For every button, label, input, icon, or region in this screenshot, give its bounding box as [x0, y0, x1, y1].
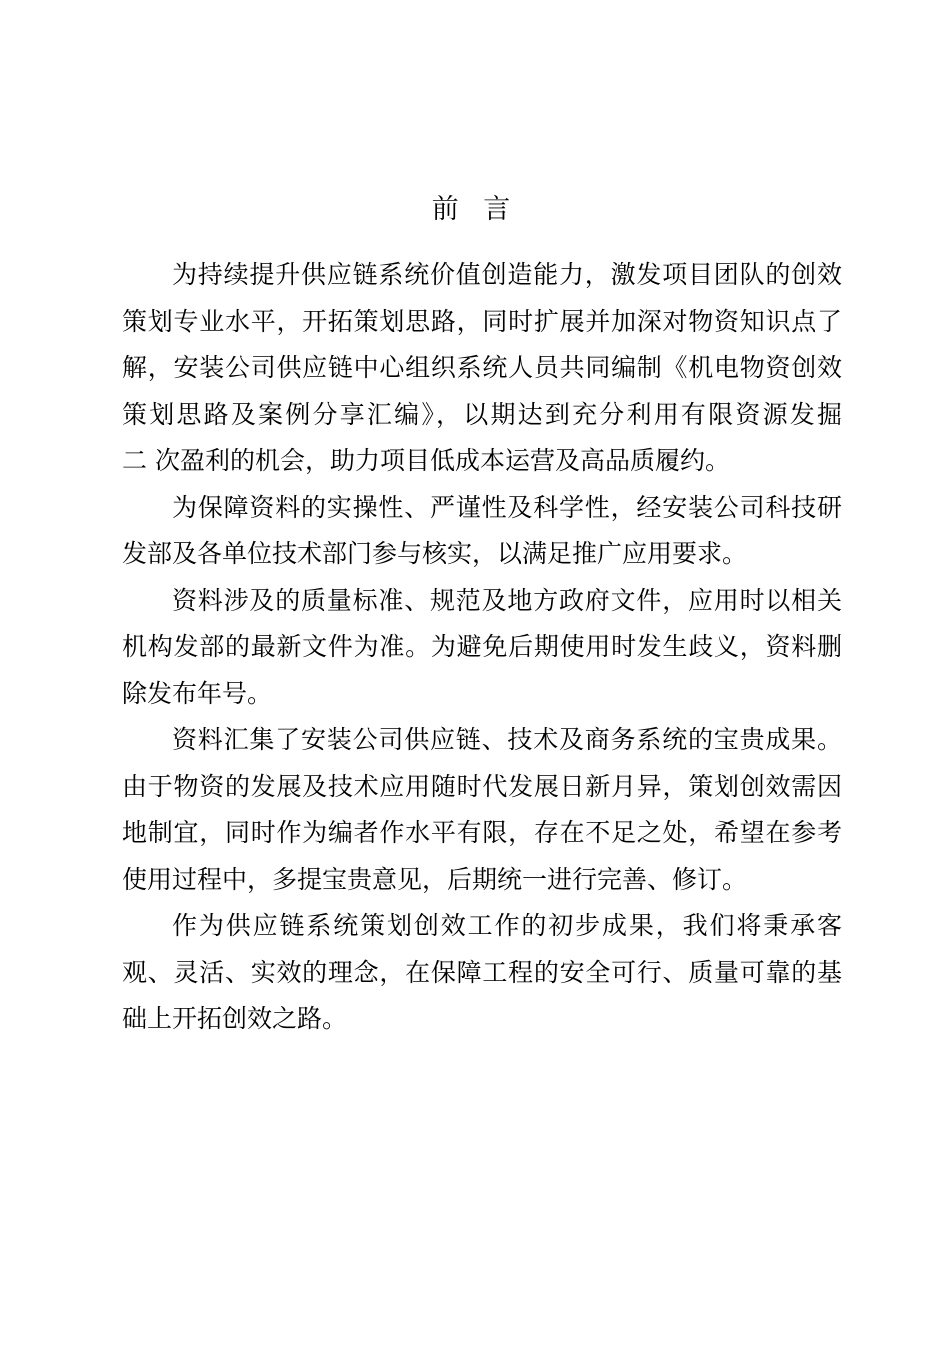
paragraph-5: [122, 903, 842, 1043]
paragraph-line: 由于物资的发展及技术应用随时代发展日新月异，策划创效需因: [122, 771, 842, 801]
preface-body: [122, 252, 842, 1043]
paragraph-line: 观、灵活、实效的理念，在保障工程的安全可行、质量可靠的基: [122, 957, 842, 987]
paragraph-line: 资料涉及的质量标准、规范及地方政府文件，应用时以相关: [172, 585, 842, 615]
paragraph-line: 发部及各单位技术部门参与核实，以满足推广应用要求。: [122, 539, 748, 568]
paragraph-line: 础上开拓创效之路。: [122, 1004, 348, 1033]
page-title: 前 言: [431, 194, 519, 225]
paragraph-3: [122, 578, 842, 718]
paragraph-line: 资料汇集了安装公司供应链、技术及商务系统的宝贵成果。: [172, 725, 842, 754]
paragraph-line: 使用过程中，多提宝贵意见，后期统一进行完善、修订。: [122, 864, 748, 894]
paragraph-line: 地制宜，同时作为编者作水平有限，存在不足之处，希望在参考: [122, 818, 842, 847]
paragraph-4: [122, 717, 842, 903]
paragraph-line: 二 次盈利的机会，助力项目低成本运营及高品质履约。: [122, 446, 730, 475]
paragraph-line: 解，安装公司供应链中心组织系统人员共同编制《机电物资创效: [122, 353, 842, 382]
paragraph-line: 除发布年号。: [122, 678, 273, 708]
paragraph-1: [122, 252, 842, 485]
paragraph-line: 为保障资料的实操性、严谨性及科学性，经安装公司科技研: [172, 492, 842, 522]
paragraph-line: 作为供应链系统策划创效工作的初步成果，我们将秉承客: [172, 911, 842, 940]
paragraph-line: 策划专业水平，开拓策划思路，同时扩展并加深对物资知识点了: [122, 306, 842, 336]
paragraph-2: [122, 485, 842, 578]
paragraph-line: 策划思路及案例分享汇编》，以期达到充分利用有限资源发掘: [122, 399, 842, 429]
paragraph-line: 机构发部的最新文件为准。为避免后期使用时发生歧义，资料删: [122, 632, 842, 661]
paragraph-line: 为持续提升供应链系统价值创造能力，激发项目团队的创效: [172, 260, 842, 289]
